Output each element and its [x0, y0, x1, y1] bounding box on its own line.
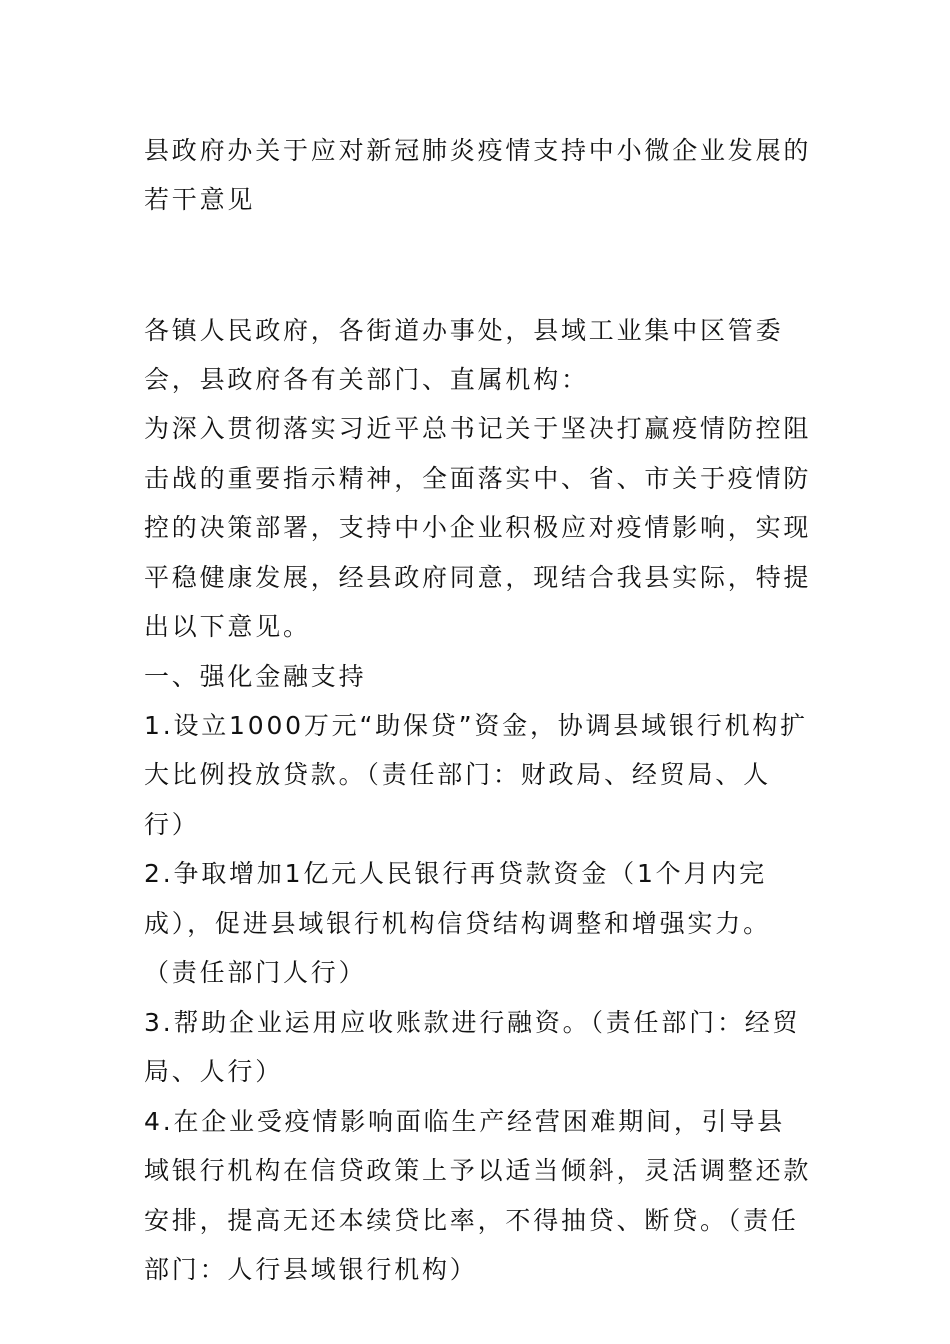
list-item: 1.设立1000万元“助保贷”资金，协调县域银行机构扩大比例投放贷款。（责任部门：财政局、经贸局、人行） [144, 710, 808, 839]
document-title: 县政府办关于应对新冠肺炎疫情支持中小微企业发展的若干意见 [144, 136, 812, 214]
addressee: 各镇人民政府，各街道办事处，县域工业集中区管委会，县政府各有关部门、直属机构： [144, 316, 784, 394]
list-item: 3.帮助企业运用应收账款进行融资。（责任部门：经贸局、人行） [144, 1007, 801, 1086]
list-item: 4.在企业受疫情影响面临生产经营困难期间，引导县域银行机构在信贷政策上予以适当倾斜，灵活调整还款安排，提高无还本续贷比率，不得抽贷、断贷。（责任部门：人行县域银行机构） [144, 1106, 812, 1284]
title-spacing [144, 224, 812, 306]
section-heading: 一、强化金融支持 [144, 661, 367, 691]
preamble-paragraph: 为深入贯彻落实习近平总书记关于坚决打赢疫情防控阻击战的重要指示精神，全面落实中、省、市关于疫情防控的决策部署，支持中小企业积极应对疫情影响，实现平稳健康发展，经县政府同意，现结合我县实际，特提出以下意见。 [144, 414, 812, 641]
list-item: 2.争取增加1亿元人民银行再贷款资金（1个月内完成），促进县域银行机构信贷结构调整和增强实力。（责任部门人行） [144, 859, 771, 987]
document-body [144, 126, 812, 1295]
